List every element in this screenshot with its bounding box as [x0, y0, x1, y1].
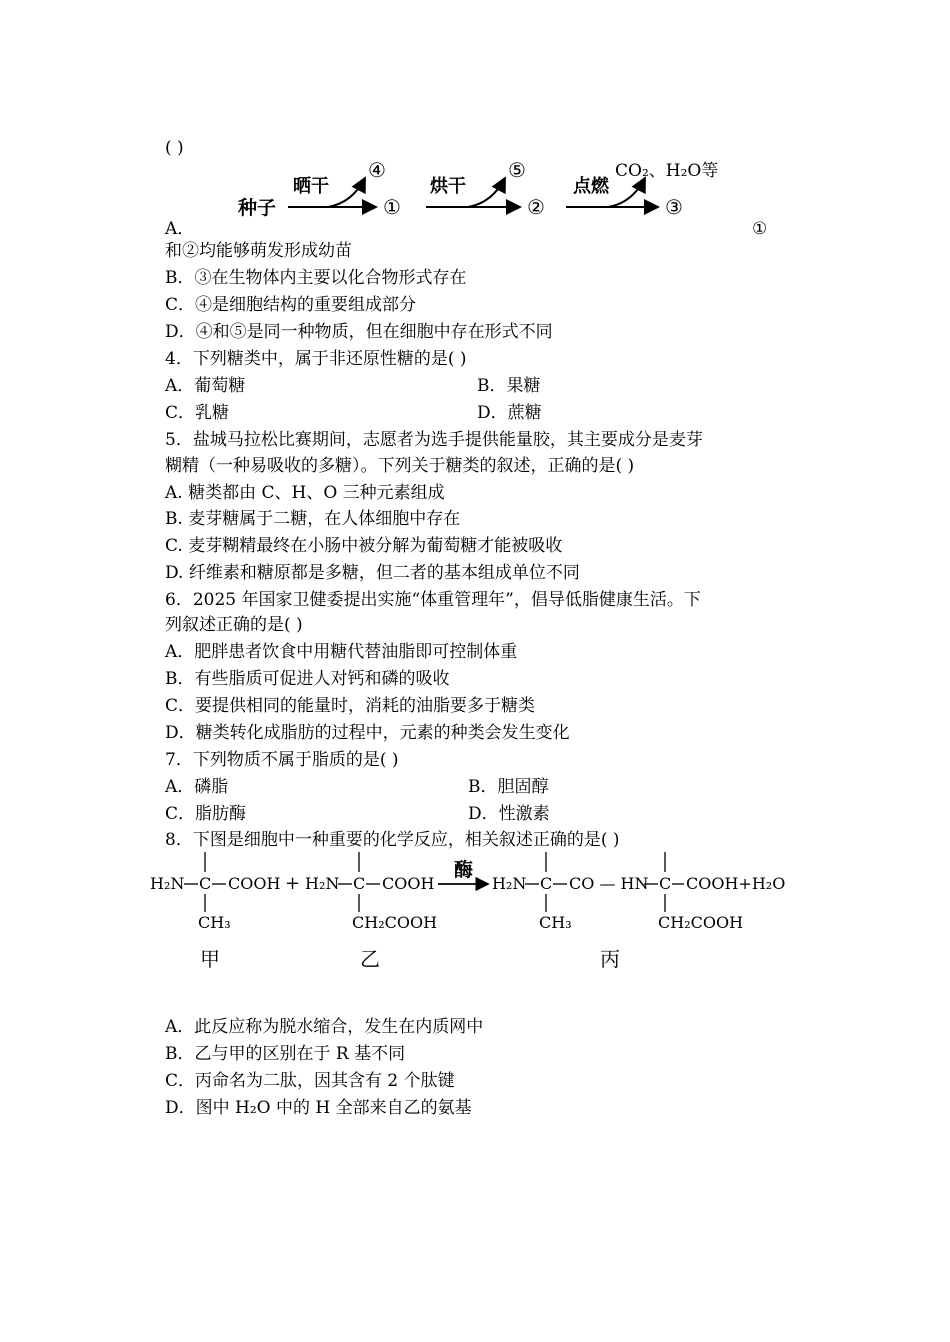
q4-option-a: A．葡萄糖	[165, 376, 246, 396]
q8-option-a: A．此反应称为脱水缩合，发生在内质网中	[165, 1017, 484, 1037]
q4-stem: 4．下列糖类中，属于非还原性糖的是( )	[165, 349, 467, 369]
q7-stem: 7．下列物质不属于脂质的是( )	[165, 750, 399, 770]
q5-option-d: D. 纤维素和糖原都是多糖，但二者的基本组成单位不同	[165, 563, 580, 583]
label-jia: 甲	[200, 947, 220, 971]
q6-stem-line2: 列叙述正确的是( )	[165, 615, 303, 635]
step2-label: 烘干	[430, 176, 466, 197]
label-yi: 乙	[360, 947, 380, 971]
q3-option-a-prefix: A．	[165, 219, 195, 239]
q3-option-b: B．③在生物体内主要以化合物形式存在	[165, 268, 467, 288]
q5-option-a: A. 糖类都由 C、H、O 三种元素组成	[165, 483, 445, 503]
yi-h2n: H₂N	[305, 874, 340, 893]
bing-tail: COOH+H₂O	[686, 874, 786, 893]
q6-option-c: C．要提供相同的能量时，消耗的油脂要多于糖类	[165, 696, 536, 716]
q3-option-a-text: 和②均能够萌发形成幼苗	[165, 241, 352, 261]
bing-ch3: CH₃	[539, 913, 572, 932]
bing-ch2cooh: CH₂COOH	[658, 913, 744, 932]
products-label: CO₂、H₂O等	[615, 161, 719, 181]
q3-option-a-mark: ①	[752, 219, 768, 239]
q6-stem-line1: 6．2025 年国家卫健委提出实施“体重管理年”，倡导低脂健康生活。下	[165, 590, 701, 610]
q4-option-b: B．果糖	[477, 376, 541, 396]
q4-option-d: D．蔗糖	[477, 403, 542, 423]
q3-option-d: D．④和⑤是同一种物质，但在细胞中存在形式不同	[165, 322, 553, 342]
jia-h2n: H₂N	[150, 874, 185, 893]
step3-label: 点燃	[573, 176, 609, 197]
q8-stem: 8．下图是细胞中一种重要的化学反应，相关叙述正确的是( )	[165, 830, 620, 850]
label-bing: 丙	[600, 947, 620, 971]
enzyme-label: 酶	[454, 859, 474, 881]
jia-cooh: COOH	[228, 874, 281, 893]
q5-stem-line2: 糊精（一种易吸收的多糖）。下列关于糖类的叙述，正确的是( )	[165, 456, 635, 476]
q7-option-d: D．性激素	[468, 804, 550, 824]
yi-cooh: COOH	[382, 874, 435, 893]
node-1: ①	[383, 195, 401, 219]
q5-option-c: C. 麦芽糊精最终在小肠中被分解为葡萄糖才能被吸收	[165, 536, 563, 556]
q8-reaction-diagram	[148, 848, 788, 978]
q3-paren: ( )	[165, 138, 184, 158]
node-2: ②	[527, 195, 545, 219]
node-4: ④	[368, 158, 386, 182]
q7-option-b: B．胆固醇	[468, 777, 549, 797]
svg-text:C: C	[659, 874, 672, 893]
q7-option-c: C．脂肪酶	[165, 804, 247, 824]
node-3: ③	[665, 195, 683, 219]
q8-option-d: D．图中 H₂O 中的 H 全部来自乙的氨基	[165, 1098, 472, 1118]
yi-ch2cooh: CH₂COOH	[352, 913, 438, 932]
svg-text:C: C	[540, 874, 553, 893]
jia-ch3: CH₃	[198, 913, 231, 932]
branch-arrow-3	[608, 178, 645, 207]
q6-option-d: D．糖类转化成脂肪的过程中，元素的种类会发生变化	[165, 723, 570, 743]
node-5: ⑤	[508, 158, 526, 182]
bing-peptide: CO — HN	[569, 874, 649, 893]
svg-text:C: C	[353, 874, 366, 893]
bing-h2n: H₂N	[492, 874, 527, 893]
plus-sign: +	[285, 873, 301, 894]
branch-arrow-1	[328, 178, 365, 207]
q6-option-b: B．有些脂质可促进人对钙和磷的吸收	[165, 669, 450, 689]
seed-label: 种子	[238, 197, 277, 219]
q3-flow-diagram	[230, 150, 740, 222]
q7-option-a: A．磷脂	[165, 777, 229, 797]
q5-stem-line1: 5．盐城马拉松比赛期间，志愿者为选手提供能量胶，其主要成分是麦芽	[165, 430, 703, 450]
svg-text:C: C	[199, 874, 212, 893]
q6-option-a: A．肥胖患者饮食中用糖代替油脂即可控制体重	[165, 642, 518, 662]
q8-option-b: B．乙与甲的区别在于 R 基不同	[165, 1044, 406, 1064]
q5-option-b: B. 麦芽糖属于二糖，在人体细胞中存在	[165, 509, 461, 529]
q4-option-c: C．乳糖	[165, 403, 230, 423]
branch-arrow-2	[468, 178, 505, 207]
q8-option-c: C．丙命名为二肽，因其含有 2 个肽键	[165, 1071, 455, 1091]
step1-label: 晒干	[293, 176, 329, 197]
q3-option-c: C．④是细胞结构的重要组成部分	[165, 295, 417, 315]
